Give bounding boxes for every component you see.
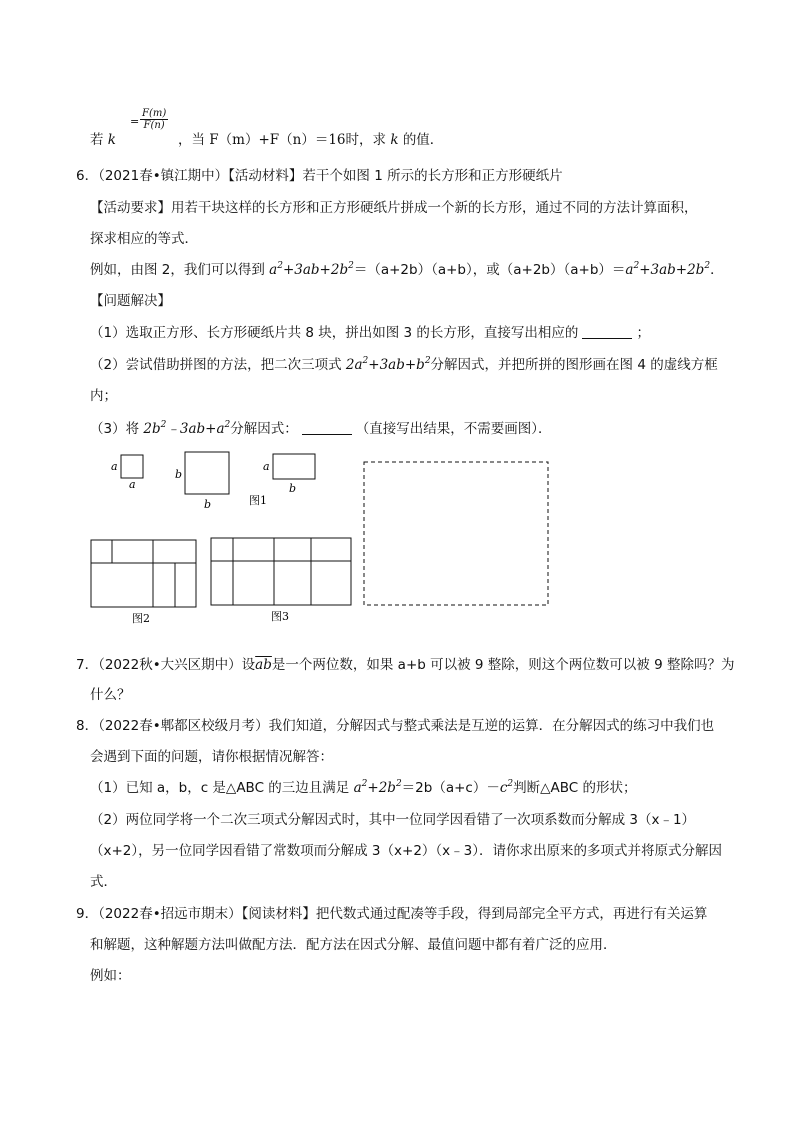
fraction-f <box>140 108 168 131</box>
expr-c2: $c^2$ <box>499 779 514 796</box>
overline-ab: $\overline{ab}$ <box>255 657 272 673</box>
q7-line2: 什么？ <box>90 687 131 703</box>
intro-cond: ，当 <box>178 132 205 148</box>
q8-sub2-line3: 式． <box>90 874 117 890</box>
q6-sub3-c: （直接写出结果，不需要画图）． <box>355 421 552 437</box>
fig3-caption: 图3 <box>271 610 289 623</box>
square-b <box>185 452 229 494</box>
q6-sub1-a: （1）选取正方形、长方形硬纸片共 8 块，拼出如图 3 的长方形，直接写出相应的 <box>90 325 579 341</box>
fig2-rectangle <box>91 540 196 607</box>
q6-line4-a: 例如，由图 2，我们可以得到 <box>90 262 270 278</box>
q6-sub3-b: 分解因式： <box>230 421 298 437</box>
expr-a2-3ab-2b2-result: $a^2+3ab+2b^2$ <box>625 261 711 278</box>
q6-sub1-b: ； <box>636 325 650 341</box>
fig3-rectangle <box>211 538 351 605</box>
q8-line2: 会遇到下面的问题，请你根据情况解答： <box>90 749 333 765</box>
var-k2: k <box>390 132 399 148</box>
fig2-caption: 图2 <box>132 612 150 625</box>
intro-tail: 的值． <box>402 132 444 148</box>
fraction-denominator: F(n) <box>143 120 165 131</box>
q7-line1-a: 7．（2022秋•大兴区期中）设 <box>76 657 256 673</box>
q8-sub2-line1: （2）两位同学将一个二次三项式分解因式时，其中一位同学因看错了一次项系数而分解成 3（x﹣1） <box>90 812 696 828</box>
q8-sub1-c: 判断△ABC 的形状； <box>513 780 637 796</box>
q6-sub2-b: 分解因式，并把所拼的图形画在图 4 的虚线方框 <box>430 357 718 373</box>
expr-2b2-3ab-a2: $2b^2﹣3ab+a^2$ <box>143 420 231 437</box>
q9-line2: 和解题，这种解题方法叫做配方法．配方法在因式分解、最值问题中都有着广泛的应用． <box>90 937 617 953</box>
expr-2a2-3ab-b2: $2a^2+3ab+b^2$ <box>345 356 431 373</box>
intro-eq <box>130 112 139 132</box>
q6-sub2 <box>90 355 718 375</box>
q6-line4-c: ． <box>710 262 724 278</box>
q8-sub1-b: ＝2b（a+c）－ <box>401 780 500 796</box>
label-b-bottom: b <box>204 498 212 511</box>
expr-a2-2b2: $a^2+2b^2$ <box>353 779 402 796</box>
figure-area <box>0 440 794 640</box>
q9-line3: 例如： <box>90 968 131 984</box>
equals-sign: = <box>130 115 140 128</box>
answer-blank[interactable] <box>582 324 632 339</box>
fig1-caption: 图1 <box>249 494 267 507</box>
q6-line1: 6．（2021春•镇江期中）【活动材料】若干个如图 1 所示的长方形和正方形硬纸片 <box>76 168 563 184</box>
q6-line4 <box>90 260 724 280</box>
q6-sub2-a: （2）尝试借助拼图的方法，把二次三项式 <box>90 357 346 373</box>
label-a-bottom: a <box>129 478 136 491</box>
label-rect-b: b <box>289 482 297 495</box>
intro-fm: F（m）+F（n）＝16时，求 <box>209 132 387 148</box>
q8-line1: 8．（2022春•郫都区校级月考）我们知道，分解因式与整式乘法是互逆的运算．在分解因式的练习中我们也 <box>76 718 715 734</box>
intro-lead: 若 <box>90 132 104 148</box>
q9-line1: 9．（2022春•招远市期末）【阅读材料】把代数式通过配凑等手段，得到局部完全平方式，再进行有关运算 <box>76 906 708 922</box>
expr-a2-3ab-2b2: $a^2+3ab+2b^2$ <box>269 261 354 278</box>
q6-sub3 <box>90 419 551 439</box>
q8-sub1-a: （1）已知 a，b，c 是△ABC 的三边且满足 <box>90 780 354 796</box>
q6-sub1 <box>90 323 650 343</box>
fig4-dashed-box[interactable] <box>364 462 548 605</box>
q6-line4-b: ＝（a+2b）（a+b），或（a+2b）（a+b）＝ <box>353 262 626 278</box>
rect-ab <box>273 454 315 479</box>
intro-line <box>90 130 116 150</box>
q8-sub1 <box>90 778 637 798</box>
q7-line1-b: 是一个两位数，如果 a+b 可以被 9 整除，则这个两位数可以被 9 整除吗？为 <box>271 657 735 673</box>
q6-sub2-cont: 内； <box>90 388 117 404</box>
var-k: k <box>107 132 116 148</box>
q6-sub3-a: （3）将 <box>90 421 144 437</box>
intro-condition <box>178 130 443 150</box>
q6-line2: 【活动要求】用若干块这样的长方形和正方形硬纸片拼成一个新的长方形，通过不同的方法计算面积， <box>90 200 698 216</box>
q8-sub2-line2: （x+2），另一位同学因看错了常数项而分解成 3（x+2）（x﹣3）．请你求出原来的多项式并将原式分解因 <box>90 843 722 859</box>
answer-blank-2[interactable] <box>302 420 352 435</box>
label-a-side: a <box>111 460 118 473</box>
label-rect-a: a <box>263 460 270 473</box>
square-a <box>121 455 143 478</box>
q6-line5: 【问题解决】 <box>90 293 171 309</box>
q7-line1 <box>76 655 734 675</box>
label-b-side: b <box>175 468 183 481</box>
fraction-numerator: F(m) <box>142 108 167 119</box>
q6-line3: 探求相应的等式． <box>90 231 198 247</box>
